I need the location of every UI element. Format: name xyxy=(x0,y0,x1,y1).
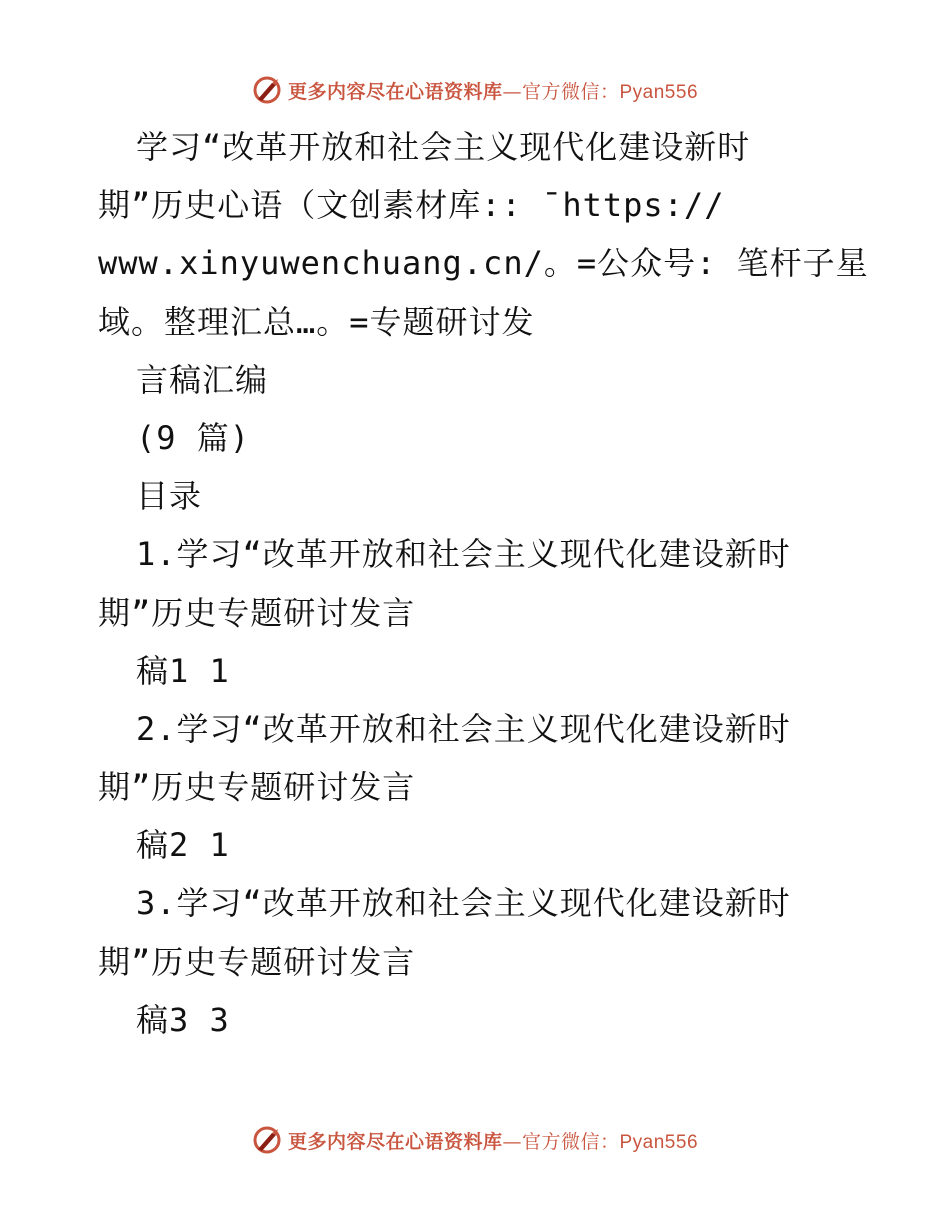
footer-banner-separator: — xyxy=(502,1130,522,1153)
toc-entry: 期”历史专题研讨发言 xyxy=(98,768,416,807)
toc-entry: 稿2 1 xyxy=(136,826,230,865)
body-line: 域。整理汇总…。=专题研讨发 xyxy=(98,302,535,341)
footer-banner-contact: 官方微信： xyxy=(521,1130,620,1153)
body-line: 学习“改革开放和社会主义现代化建设新时 xyxy=(136,128,751,166)
toc-entry: 稿1 1 xyxy=(136,651,230,690)
header-banner-handle: Pyan556 xyxy=(619,81,699,103)
body-line: 言稿汇编 xyxy=(136,360,269,399)
toc-entry: 期”历史专题研讨发言 xyxy=(98,593,416,632)
footer-banner xyxy=(0,1120,950,1160)
body-line: 期”历史心语（文创素材库:: ¯https:// xyxy=(98,186,725,225)
footer-banner-text xyxy=(288,1127,698,1154)
body-line: (9 篇) xyxy=(136,418,251,457)
toc-entry: 稿3 3 xyxy=(136,1000,230,1039)
pen-logo-icon xyxy=(252,1125,282,1155)
toc-heading: 目录 xyxy=(136,477,203,516)
toc-entry: 3.学习“改革开放和社会主义现代化建设新时 xyxy=(136,884,791,923)
pen-logo-icon xyxy=(252,75,282,105)
toc-entry: 2.学习“改革开放和社会主义现代化建设新时 xyxy=(136,709,791,748)
toc-entry: 期”历史专题研讨发言 xyxy=(98,942,416,981)
footer-banner-handle: Pyan556 xyxy=(619,1131,699,1153)
body-line: www.xinyuwenchuang.cn/。=公众号: 笔杆子星 xyxy=(98,244,869,283)
header-banner-separator: — xyxy=(502,80,522,103)
header-banner-title: 更多内容尽在心语资料库 xyxy=(287,80,503,103)
header-banner-text xyxy=(288,77,698,104)
header-banner xyxy=(0,70,950,110)
document-body xyxy=(98,118,869,1049)
header-banner-contact: 官方微信： xyxy=(521,80,620,103)
footer-banner-title: 更多内容尽在心语资料库 xyxy=(287,1130,503,1153)
toc-entry: 1.学习“改革开放和社会主义现代化建设新时 xyxy=(136,535,791,574)
